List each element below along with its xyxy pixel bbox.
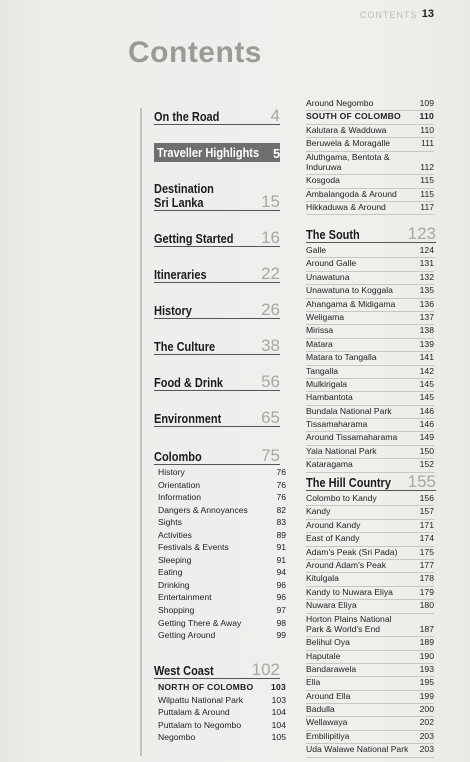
toc-entry[interactable]: Sleeping 91 bbox=[158, 554, 286, 565]
chapter-name: History bbox=[154, 304, 192, 318]
toc-entry[interactable]: Belihul Oya 189 bbox=[306, 637, 434, 650]
toc-entry[interactable]: Festivals & Events 91 bbox=[158, 542, 286, 553]
toc-entry[interactable]: Nuwara Eliya 180 bbox=[306, 600, 434, 613]
toc-entry[interactable]: Puttalam & Around 104 bbox=[158, 707, 286, 718]
chapter-name: Destination Sri Lanka bbox=[154, 182, 214, 210]
toc-entry[interactable]: Wellawaya 202 bbox=[306, 717, 434, 730]
chapter-page: 5 bbox=[273, 146, 281, 161]
toc-entry[interactable]: Kalutara & Wadduwa 110 bbox=[306, 125, 434, 138]
toc-entry[interactable]: Embilipitiya 203 bbox=[306, 731, 434, 744]
toc-entry[interactable]: Kosgoda 115 bbox=[306, 175, 434, 188]
chapter-page: 26 bbox=[261, 300, 280, 319]
page-title: Contents bbox=[128, 36, 262, 69]
chapter-name: Food & Drink bbox=[154, 376, 224, 390]
toc-entry[interactable]: Hambantota 145 bbox=[306, 392, 434, 405]
chapter-name: Getting Started bbox=[154, 232, 234, 246]
chapter-destination[interactable] bbox=[154, 178, 280, 211]
toc-entry[interactable]: Weligama 137 bbox=[306, 312, 434, 325]
chapter-history[interactable] bbox=[154, 298, 280, 319]
toc-entry[interactable]: Beruwela & Moragalle 111 bbox=[306, 138, 434, 151]
chapter-getting-started[interactable] bbox=[154, 226, 280, 247]
chapter-page: 155 bbox=[407, 472, 436, 491]
toc-entry[interactable]: Eating 94 bbox=[158, 567, 286, 578]
chapter-page: 123 bbox=[407, 224, 436, 243]
chapter-page: 102 bbox=[251, 660, 280, 679]
toc-entry[interactable]: Uda Walawe National Park 203 bbox=[306, 744, 434, 757]
chapter-page: 4 bbox=[270, 106, 280, 125]
toc-entry[interactable]: Ella 195 bbox=[306, 677, 434, 690]
toc-entry[interactable]: Bundala National Park 146 bbox=[306, 406, 434, 419]
chapter-west-coast[interactable] bbox=[154, 658, 280, 679]
toc-entry[interactable]: Kitulgala 178 bbox=[306, 573, 434, 586]
toc-entry[interactable]: Information 76 bbox=[158, 492, 286, 503]
chapter-page: 38 bbox=[261, 336, 280, 355]
toc-entry[interactable]: Getting There & Away 98 bbox=[158, 617, 286, 628]
toc-entry[interactable]: Unawatuna 132 bbox=[306, 272, 434, 285]
toc-entry[interactable]: Yala National Park 150 bbox=[306, 446, 434, 459]
chapter-the-south[interactable] bbox=[306, 222, 436, 243]
west-coast-continued-entries bbox=[306, 98, 434, 215]
chapter-food-drink[interactable] bbox=[154, 370, 280, 391]
toc-entry[interactable]: Around Tissamaharama 149 bbox=[306, 432, 434, 445]
south-entries bbox=[306, 245, 434, 473]
toc-entry[interactable]: Bandarawela 193 bbox=[306, 664, 434, 677]
toc-entry[interactable]: History 76 bbox=[158, 467, 286, 477]
toc-entry[interactable]: Unawatuna to Koggala 135 bbox=[306, 285, 434, 298]
toc-entry[interactable]: Getting Around 99 bbox=[158, 630, 286, 641]
toc-entry[interactable]: Badulla 200 bbox=[306, 704, 434, 717]
toc-entry[interactable]: Sights 83 bbox=[158, 517, 286, 528]
page-number: 13 bbox=[421, 8, 434, 20]
chapter-name: Colombo bbox=[154, 450, 202, 464]
toc-entry[interactable]: Around Ella 199 bbox=[306, 691, 434, 704]
toc-entry[interactable]: Tangalla 142 bbox=[306, 366, 434, 379]
column-divider bbox=[140, 108, 142, 756]
toc-entry[interactable]: Around Adam's Peak 177 bbox=[306, 560, 434, 573]
toc-entry[interactable]: Ambalangoda & Around 115 bbox=[306, 189, 434, 202]
toc-entry[interactable]: Around Kandy 171 bbox=[306, 520, 434, 533]
toc-entry[interactable]: Matara to Tangalla 141 bbox=[306, 352, 434, 365]
toc-entry[interactable]: Colombo to Kandy 156 bbox=[306, 493, 434, 506]
colombo-entries bbox=[158, 466, 286, 642]
chapter-page: 22 bbox=[261, 264, 280, 283]
toc-entry[interactable]: Haputale 190 bbox=[306, 651, 434, 664]
chapter-page: 65 bbox=[261, 408, 280, 427]
toc-entry[interactable]: Adam's Peak (Sri Pada) 175 bbox=[306, 547, 434, 560]
chapter-page: 75 bbox=[261, 446, 280, 465]
chapter-name: Itineraries bbox=[154, 268, 207, 282]
toc-entry[interactable]: Mulkirigala 145 bbox=[306, 379, 434, 392]
toc-entry[interactable]: Wilpattu National Park 103 bbox=[158, 694, 286, 705]
chapter-hill-country[interactable] bbox=[306, 470, 436, 491]
toc-entry[interactable]: Shopping 97 bbox=[158, 605, 286, 616]
chapter-name: The Hill Country bbox=[306, 476, 391, 490]
chapter-page: 15 bbox=[261, 192, 280, 211]
toc-section-heading[interactable]: SOUTH OF COLOMBO 110 bbox=[306, 111, 434, 124]
chapter-on-the-road[interactable] bbox=[154, 104, 280, 125]
toc-entry[interactable]: Activities 89 bbox=[158, 529, 286, 540]
chapter-name: The South bbox=[306, 228, 360, 242]
chapter-page: 56 bbox=[261, 372, 280, 391]
toc-entry[interactable]: East of Kandy 174 bbox=[306, 533, 434, 546]
chapter-page: 16 bbox=[261, 228, 280, 247]
toc-entry[interactable]: Drinking 96 bbox=[158, 579, 286, 590]
chapter-name: The Culture bbox=[154, 340, 216, 354]
toc-entry[interactable]: Puttalam to Negombo 104 bbox=[158, 719, 286, 730]
hill-country-entries bbox=[306, 493, 434, 758]
toc-entry[interactable]: Negombo 105 bbox=[158, 732, 286, 743]
chapter-name: Environment bbox=[154, 412, 222, 426]
toc-section-heading[interactable]: NORTH OF COLOMBO 103 bbox=[158, 682, 286, 692]
toc-entry[interactable]: Ahangama & Midigama 136 bbox=[306, 299, 434, 312]
toc-entry[interactable]: Matara 139 bbox=[306, 339, 434, 352]
toc-entry[interactable]: Dangers & Annoyances 82 bbox=[158, 504, 286, 515]
chapter-colombo[interactable] bbox=[154, 444, 280, 465]
west-coast-entries bbox=[158, 681, 286, 744]
toc-entry[interactable]: Entertainment 96 bbox=[158, 592, 286, 603]
toc-entry[interactable]: Tissamaharama 146 bbox=[306, 419, 434, 432]
toc-entry[interactable]: Around Galle 131 bbox=[306, 258, 434, 271]
chapter-name: On the Road bbox=[154, 110, 220, 124]
toc-entry[interactable]: Aluthgama, Bentota & Induruwa 112 bbox=[306, 152, 434, 176]
toc-entry[interactable]: Mirissa 138 bbox=[306, 325, 434, 338]
toc-entry[interactable]: Kandy 157 bbox=[306, 506, 434, 519]
chapter-traveller-highlights[interactable] bbox=[154, 143, 280, 162]
toc-entry[interactable]: Kandy to Nuwara Eliya 179 bbox=[306, 587, 434, 600]
toc-entry[interactable]: Hikkaduwa & Around 117 bbox=[306, 202, 434, 215]
chapter-itineraries[interactable] bbox=[154, 262, 280, 283]
toc-entry[interactable]: Horton Plains National Park & World's End 187 bbox=[306, 614, 434, 638]
toc-entry[interactable]: Kataragama 152 bbox=[306, 459, 434, 472]
toc-entry[interactable]: Galle 124 bbox=[306, 245, 434, 258]
chapter-the-culture[interactable] bbox=[154, 334, 280, 355]
chapter-environment[interactable] bbox=[154, 406, 280, 427]
chapter-name: Traveller Highlights bbox=[157, 146, 260, 160]
toc-entry[interactable]: Orientation 76 bbox=[158, 479, 286, 490]
running-header: CONTENTS bbox=[360, 10, 418, 20]
chapter-name: West Coast bbox=[154, 664, 214, 678]
toc-entry[interactable]: Around Negombo 109 bbox=[306, 98, 434, 111]
